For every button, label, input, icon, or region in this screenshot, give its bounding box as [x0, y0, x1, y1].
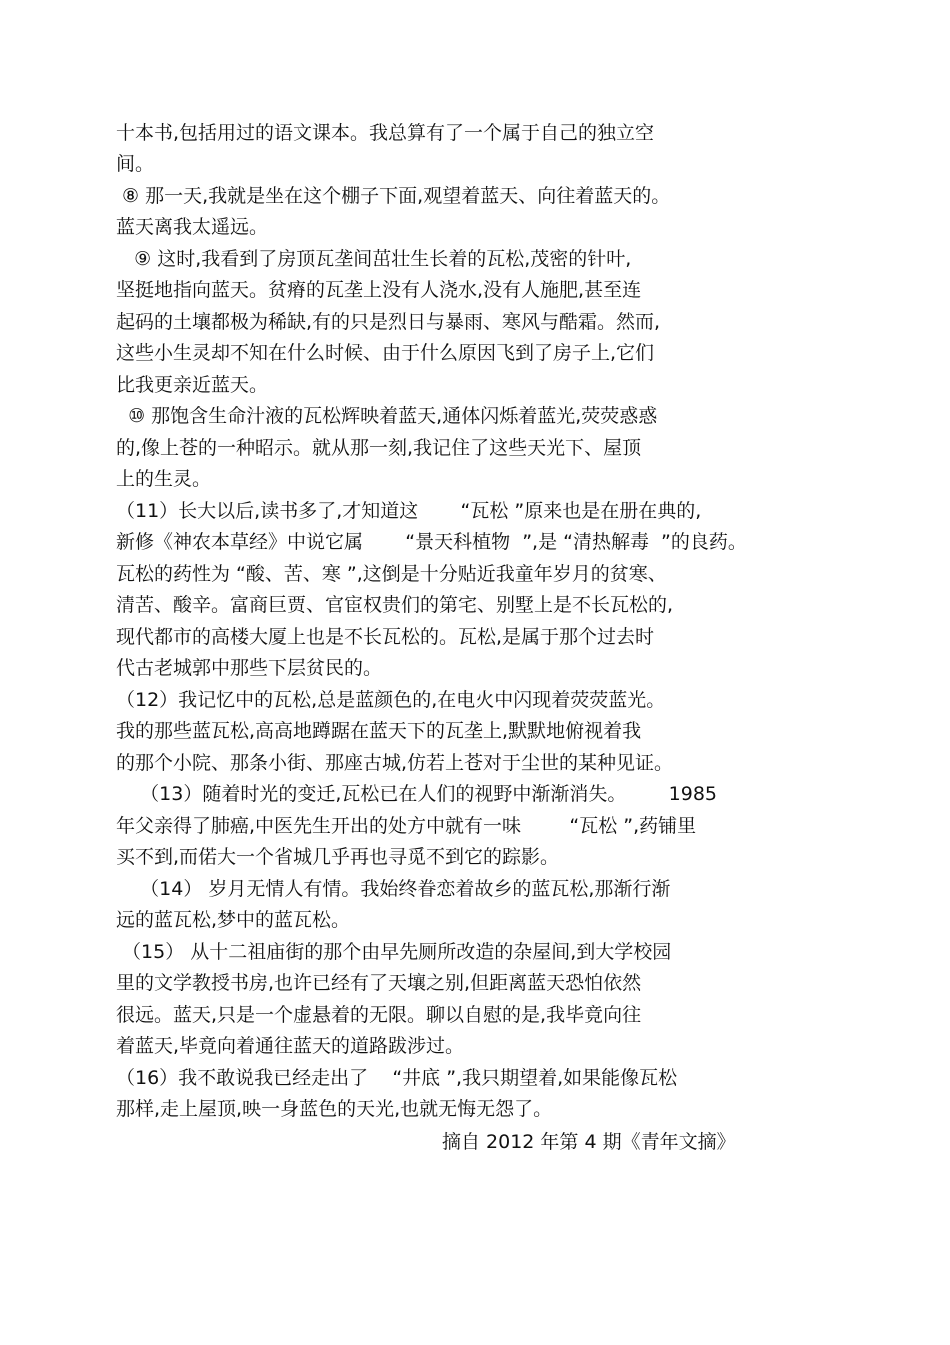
text-line: ⑨ 这时,我看到了房顶瓦垄间茁壮生长着的瓦松,茂密的针叶,: [116, 248, 632, 270]
text-line: 那样,走上屋顶,映一身蓝色的天光,也就无悔无怨了。: [116, 1098, 553, 1120]
text-line: 起码的土壤都极为稀缺,有的只是烈日与暴雨、寒风与酷霜。然而,: [116, 311, 661, 333]
text-line: ⑩ 那饱含生命汁液的瓦松辉映着蓝天,通体闪烁着蓝光,荧荧惑惑: [116, 405, 658, 427]
text-line: 代古老城郭中那些下层贫民的。: [116, 657, 383, 679]
text-line: （11）长大以后,读书多了,才知道这 “瓦松 ”原来也是在册在典的,: [116, 500, 702, 522]
text-line: 这些小生灵却不知在什么时候、由于什么原因飞到了房子上,它们: [116, 342, 655, 364]
text-line: 蓝天离我太遥远。: [116, 216, 269, 238]
text-line: 新修《神农本草经》中说它属 “景天科植物 ”,是 “清热解毒 ”的良药。: [116, 531, 747, 553]
text-line: 买不到,而偌大一个省城几乎再也寻觅不到它的踪影。: [116, 846, 560, 868]
text-line: （12）我记忆中的瓦松,总是蓝颜色的,在电火中闪现着荧荧蓝光。: [116, 689, 666, 711]
text-line: 里的文学教授书房,也许已经有了天壤之别,但距离蓝天恐怕依然: [116, 972, 642, 994]
text-line: （13）随着时光的变迁,瓦松已在人们的视野中渐渐消失。 1985: [116, 783, 718, 805]
text-line: 瓦松的药性为 “酸、苦、寒 ”,这倒是十分贴近我童年岁月的贫寒、: [116, 563, 667, 585]
text-line: （15） 从十二祖庙街的那个由早先厕所改造的杂屋间,到大学校园: [116, 941, 672, 963]
text-line: 坚挺地指向蓝天。贫瘠的瓦垄上没有人浇水,没有人施肥,甚至连: [116, 279, 642, 301]
text-line: 很远。蓝天,只是一个虚悬着的无限。聊以自慰的是,我毕竟向往: [116, 1004, 642, 1026]
text-line: 我的那些蓝瓦松,高高地蹲踞在蓝天下的瓦垄上,默默地俯视着我: [116, 720, 642, 742]
source-citation: 摘自 2012 年第 4 期《青年文摘》: [442, 1131, 736, 1153]
text-line: 十本书,包括用过的语文课本。我总算有了一个属于自己的独立空: [116, 122, 655, 144]
text-line: 比我更亲近蓝天。: [116, 374, 269, 396]
text-line: 着蓝天,毕竟向着通往蓝天的道路跋涉过。: [116, 1035, 465, 1057]
text-line: 清苦、酸辛。富商巨贾、官宦权贵们的第宅、别墅上是不长瓦松的,: [116, 594, 674, 616]
text-line: 的,像上苍的一种昭示。就从那一刻,我记住了这些天光下、屋顶: [116, 437, 642, 459]
text-line: （14） 岁月无情人有情。我始终眷恋着故乡的蓝瓦松,那渐行渐: [116, 878, 671, 900]
text-line: ⑧ 那一天,我就是坐在这个棚子下面,观望着蓝天、向往着蓝天的。: [116, 185, 671, 207]
text-line: 年父亲得了肺癌,中医先生开出的处方中就有一味 “瓦松 ”,药铺里: [116, 815, 697, 837]
text-line: 远的蓝瓦松,梦中的蓝瓦松。: [116, 909, 351, 931]
text-line: 的那个小院、那条小街、那座古城,仿若上苍对于尘世的某种见证。: [116, 752, 674, 774]
text-line: 间。: [116, 153, 155, 175]
text-line: 现代都市的高楼大厦上也是不长瓦松的。瓦松,是属于那个过去时: [116, 626, 655, 648]
text-line: （16）我不敢说我已经走出了 “井底 ”,我只期望着,如果能像瓦松: [116, 1067, 678, 1089]
text-line: 上的生灵。: [116, 468, 212, 490]
